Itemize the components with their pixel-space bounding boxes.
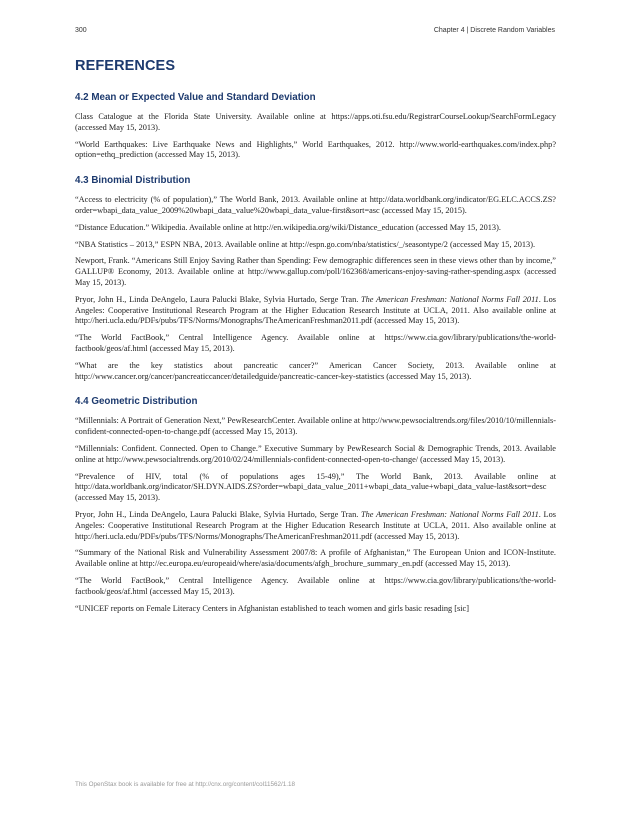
- reference-entry: [75, 361, 556, 383]
- reference-entry: [75, 223, 556, 234]
- reference-text: . Los Angeles: Cooperative Institutional Research Program at the Higher Education Research Institute at UCLA, 2011. Also available online at http://heri.ucla.edu/PDFs/pubs/TFS/Norms/Monographs/TheAmericanFreshman2011.pdf (accessed May 15, 2013).: [75, 509, 556, 541]
- reference-text: “World Earthquakes: Live Earthquake News and Highlights,” World Earthquakes, 2012. http://www.world-earthquakes.com/index.php?option=ethq_prediction (accessed May 15, 2013).: [75, 139, 556, 160]
- reference-text: “Access to electricity (% of population),” The World Bank, 2013. Available online at http://data.worldbank.org/indicator/EG.ELC.ACCS.ZS?order=wbapi_data_value_2009%20wbapi_data_value%20wbapi_data_value-first&sort=asc (accessed May 15, 2015).: [75, 195, 556, 215]
- reference-text: “Summary of the National Risk and Vulnerability Assessment 2007/8: A profile of Afghanistan,” The European Union and ICON-Institute. Available online at http://ec.europa.eu/europeaid/where/asia/documents/afgh_brochure_summary_en.pdf (accessed May 15, 2013).: [75, 548, 556, 569]
- reference-section: [75, 396, 556, 614]
- reference-text: “Millennials: Confident. Connected. Open to Change.” Executive Summary by PewResearch Social & Demographic Trends, 2013. Available online at http://www.pewsocialtrends.org/2010/02/24/millennials-confident-connected-open-to-change/ (accessed May 15, 2013).: [75, 443, 556, 464]
- page-header: [75, 27, 555, 37]
- reference-entry: [75, 416, 556, 438]
- reference-entry: [75, 472, 556, 504]
- reference-sections: [75, 92, 556, 614]
- reference-entry: [75, 576, 556, 598]
- reference-entry: [75, 548, 556, 570]
- reference-text: “The World FactBook,” Central Intelligence Agency. Available online at https://www.cia.gov/library/publications/the-world-factbook/geos/af.html (accessed May 15, 2013).: [75, 333, 556, 353]
- reference-text: “NBA Statistics – 2013,” ESPN NBA, 2013. Available online at http://espn.go.com/nba/statistics/_/seasontype/2 (accessed May 15, 2013).: [75, 239, 536, 249]
- reference-entry: [75, 140, 556, 162]
- reference-text: Class Catalogue at the Florida State University. Available online at https://apps.oti.fsu.edu/RegistrarCourseLookup/SearchFormLegacy (accessed May 15, 2013).: [75, 112, 556, 132]
- page-number: 300: [75, 27, 87, 34]
- reference-entry: [75, 444, 556, 466]
- reference-title-italic: The American Freshman: National Norms Fall 2011: [360, 509, 539, 519]
- reference-text: Newport, Frank. “Americans Still Enjoy Saving Rather than Spending: Few demographic differences seen in these views other than by income,” GALLUP® Economy, 2013. Available online at http://www.gallup.com/poll/162368/americans-enjoy-saving-rather-spending.aspx (accessed May 15, 2013).: [75, 256, 556, 287]
- reference-text: . Los Angeles: Cooperative Institutional Research Program at the Higher Education Research Institute at UCLA, 2011. Also available online at http://heri.ucla.edu/PDFs/pubs/TFS/Norms/Monographs/TheAmericanFreshman2011.pdf (accessed May 15, 2013).: [75, 294, 556, 326]
- reference-text: Pryor, John H., Linda DeAngelo, Laura Palucki Blake, Sylvia Hurtado, Serge Tran.: [75, 294, 361, 304]
- page-content: [75, 58, 556, 628]
- reference-section: [75, 92, 556, 161]
- reference-text: “Millennials: A Portrait of Generation Next,” PewResearchCenter. Available online at http://www.pewsocialtrends.org/files/2010/10/millennials-confident-connected-open-to-change.pdf (accessed May 15, 2013).: [75, 416, 556, 437]
- reference-entry: [75, 604, 556, 615]
- reference-text: “What are the key statistics about pancreatic cancer?” American Cancer Society, 2013. Available online at http://www.cancer.org/cancer/pancreaticcancer/detailedguide/pancreatic-cancer-key-statistics (accessed May 15, 2013).: [75, 360, 556, 381]
- section-heading: 4.2 Mean or Expected Value and Standard Deviation: [75, 92, 316, 103]
- reference-entry: [75, 112, 556, 134]
- reference-title-italic: The American Freshman: National Norms Fall 2011: [360, 294, 539, 304]
- section-heading: 4.3 Binomial Distribution: [75, 175, 191, 187]
- reference-entry: [75, 240, 556, 251]
- reference-entry: [75, 295, 556, 327]
- reference-entry: [75, 333, 556, 355]
- reference-text: Pryor, John H., Linda DeAngelo, Laura Palucki Blake, Sylvia Hurtado, Serge Tran.: [75, 509, 361, 519]
- reference-section: [75, 175, 556, 382]
- reference-entry: [75, 195, 556, 217]
- section-heading: 4.4 Geometric Distribution: [75, 396, 198, 408]
- reference-text: “UNICEF reports on Female Literacy Centers in Afghanistan established to teach women and girls basic resading [sic]: [75, 603, 469, 613]
- reference-text: “Distance Education.” Wikipedia. Available online at http://en.wikipedia.org/wiki/Distance_education (accessed May 15, 2013).: [75, 222, 501, 232]
- reference-text: “The World FactBook,” Central Intelligence Agency. Available online at https://www.cia.gov/library/publications/the-world-factbook/geos/af.html (accessed May 15, 2013).: [75, 575, 556, 596]
- reference-entry: [75, 256, 556, 288]
- page-footer: This OpenStax book is available for free at http://cnx.org/content/col11562/1.18: [75, 781, 296, 788]
- reference-entry: [75, 510, 556, 542]
- reference-text: “Prevalence of HIV, total (% of populations ages 15-49),” The World Bank, 2013. Available online at http://data.worldbank.org/indicator/SH.DYN.AIDS.ZS?order=wbapi_data_value_2011+wbapi_data_value+wbapi_data_value-last&sort=desc (accessed May 15, 2013).: [75, 471, 556, 503]
- references-title: REFERENCES: [75, 58, 176, 74]
- chapter-title: Chapter 4 | Discrete Random Variables: [433, 27, 555, 34]
